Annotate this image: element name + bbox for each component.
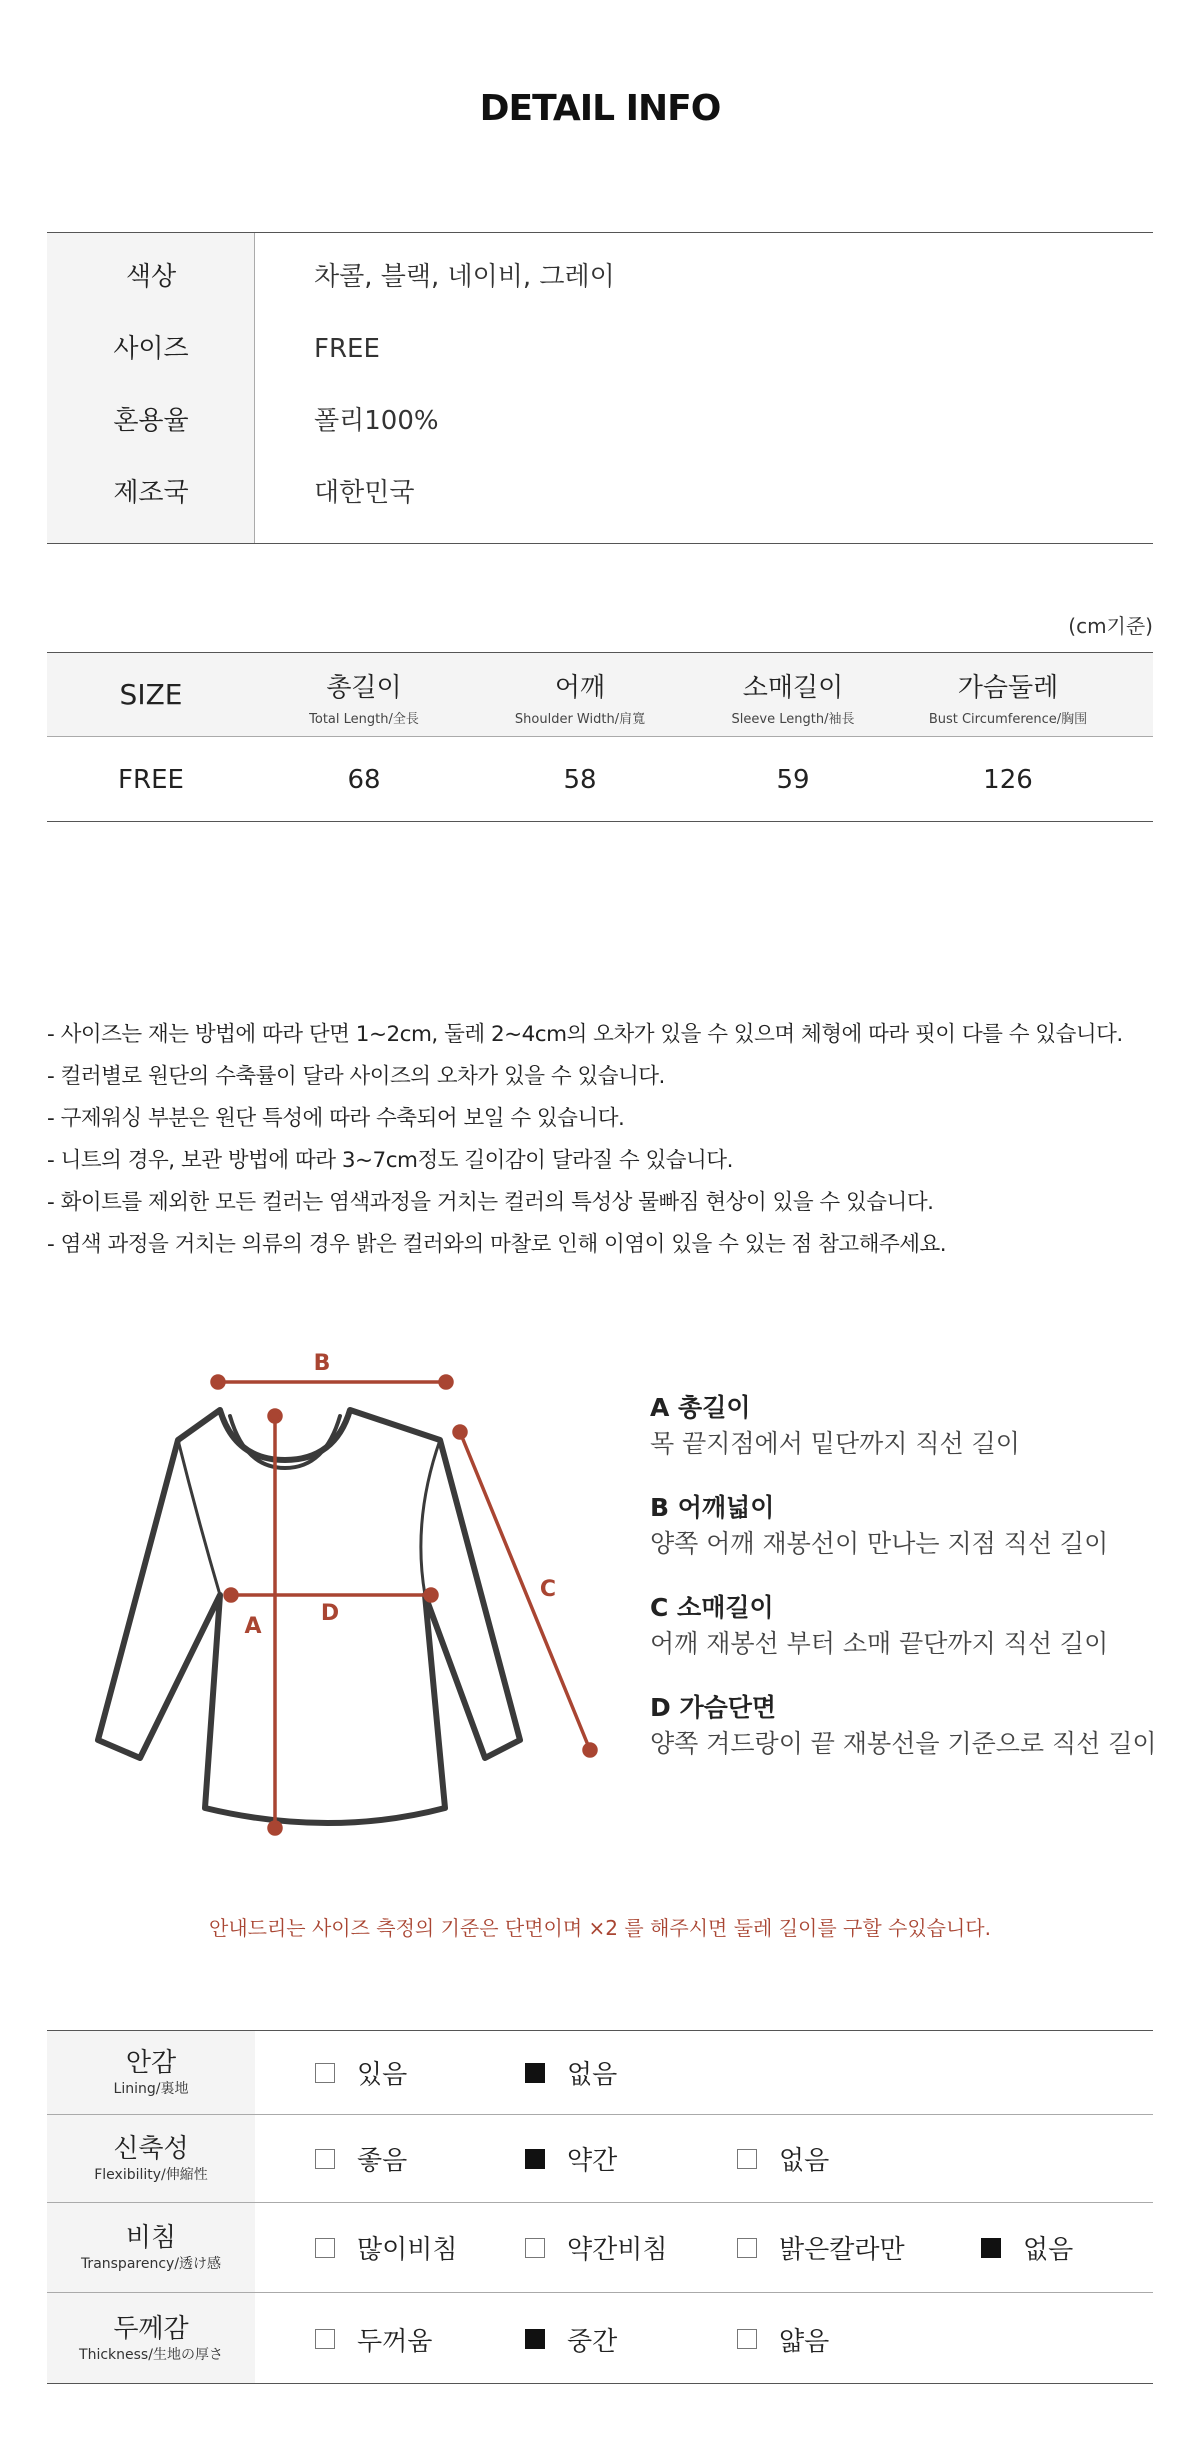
size-table-header	[47, 653, 1153, 737]
option-label: 없음	[567, 2060, 618, 2090]
column-sublabel: Shoulder Width/肩寬	[514, 712, 646, 727]
checkbox-icon	[315, 2238, 335, 2258]
legend-title: D 가슴단면	[650, 1693, 777, 1722]
feature-label	[47, 2293, 255, 2385]
label-d: D	[320, 1601, 340, 1626]
column-total-length	[255, 653, 473, 736]
info-row-size	[47, 313, 1153, 385]
note-line: - 구제워싱 부분은 원단 특성에 따라 수축되어 보일 수 있습니다.	[47, 1106, 625, 1131]
info-row-origin	[47, 457, 1153, 529]
feature-label-sub: Transparency/透け感	[80, 2255, 222, 2272]
size-notes	[47, 1014, 1157, 1266]
option-label: 약간	[567, 2146, 618, 2176]
checkbox-icon	[315, 2149, 335, 2169]
option-transparency-light-colors[interactable]	[737, 2203, 905, 2292]
note-line: - 니트의 경우, 보관 방법에 따라 3~7cm정도 길이감이 달라질 수 있습니다.	[47, 1148, 733, 1173]
checkbox-icon	[737, 2238, 757, 2258]
feature-label	[47, 2031, 255, 2114]
feature-row-flexibility	[47, 2115, 1153, 2203]
option-transparency-slight[interactable]	[525, 2203, 667, 2292]
legend-desc: 어깨 재봉선 부터 소매 끝단까지 직선 길이	[650, 1629, 1109, 1658]
value-shoulder: 58	[563, 765, 597, 795]
feature-label-main: 두께감	[113, 2314, 189, 2344]
info-row-color	[47, 241, 1153, 313]
option-flexibility-good[interactable]	[315, 2115, 407, 2202]
legend-desc: 양쪽 어깨 재봉선이 만나는 지점 직선 길이	[650, 1529, 1109, 1558]
info-label: 사이즈	[113, 334, 189, 364]
column-sleeve	[687, 653, 899, 736]
garment-outline	[98, 1410, 520, 1823]
feature-label	[47, 2203, 255, 2292]
legend-desc: 양쪽 겨드랑이 끝 재봉선을 기준으로 직선 길이	[650, 1729, 1157, 1758]
value-bust: 126	[983, 765, 1033, 795]
size-header-cell: SIZE	[119, 678, 183, 711]
checkbox-checked-icon	[525, 2063, 545, 2083]
feature-row-lining	[47, 2031, 1153, 2115]
note-line: - 염색 과정을 거치는 의류의 경우 밝은 컬러와의 마찰로 인해 이염이 있을 수 있는 점 참고해주세요.	[47, 1232, 947, 1257]
column-label: 어깨	[554, 673, 606, 703]
value-sleeve: 59	[776, 765, 810, 795]
checkbox-icon	[315, 2063, 335, 2083]
info-label: 제조국	[113, 478, 189, 508]
option-label: 얇음	[779, 2326, 830, 2357]
option-lining-no[interactable]	[525, 2031, 617, 2114]
column-sublabel: Total Length/全長	[309, 712, 419, 727]
legend-title: A 총길이	[650, 1393, 751, 1422]
info-row-material	[47, 385, 1153, 457]
option-label: 밝은칼라만	[779, 2235, 905, 2265]
size-table	[47, 652, 1153, 822]
info-label: 혼용율	[113, 406, 189, 436]
checkbox-icon	[315, 2329, 335, 2349]
option-label: 없음	[779, 2146, 830, 2176]
legend-item	[650, 1490, 1170, 1562]
feature-label-main: 안감	[125, 2047, 177, 2078]
column-label: 소매길이	[742, 673, 844, 703]
feature-label	[47, 2115, 255, 2202]
product-info-table	[47, 232, 1153, 544]
size-unit-note: (cm기준)	[1068, 614, 1153, 638]
option-thickness-medium[interactable]	[525, 2293, 617, 2385]
column-label: 총길이	[326, 673, 402, 703]
label-c: C	[539, 1577, 557, 1602]
legend-title: B 어깨넓이	[650, 1493, 775, 1522]
checkbox-icon	[737, 2329, 757, 2349]
info-value: FREE	[314, 334, 380, 364]
info-value: 차콜, 블랙, 네이비, 그레이	[314, 262, 615, 292]
checkbox-checked-icon	[525, 2149, 545, 2169]
column-shoulder	[473, 653, 687, 736]
feature-label-sub: Flexibility/伸縮性	[94, 2166, 208, 2183]
garment-measurement-diagram	[70, 1330, 630, 1850]
option-label: 많이비침	[357, 2235, 458, 2265]
measurement-lines	[212, 1376, 596, 1834]
option-flexibility-none[interactable]	[737, 2115, 829, 2202]
fabric-feature-table	[47, 2030, 1153, 2384]
legend-item	[650, 1390, 1170, 1462]
feature-label-sub: Thickness/生地の厚さ	[79, 2347, 223, 2363]
feature-row-transparency	[47, 2203, 1153, 2293]
feature-row-thickness	[47, 2293, 1153, 2385]
option-label: 없음	[1023, 2235, 1074, 2265]
checkbox-icon	[737, 2149, 757, 2169]
column-sublabel: Bust Circumference/胸围	[928, 712, 1088, 727]
checkbox-icon	[525, 2238, 545, 2258]
feature-label-main: 신축성	[113, 2133, 189, 2164]
note-line: - 사이즈는 재는 방법에 따라 단면 1~2cm, 둘레 2~4cm의 오차가 있을 수 있으며 체형에 따라 핏이 다를 수 있습니다.	[47, 1022, 1123, 1047]
table-row	[47, 737, 1153, 823]
option-lining-yes[interactable]	[315, 2031, 407, 2114]
checkbox-checked-icon	[525, 2329, 545, 2349]
measurement-legend	[650, 1390, 1170, 1790]
info-value: 폴리100%	[314, 406, 439, 436]
column-sublabel: Sleeve Length/袖長	[731, 712, 855, 727]
column-label: 가슴둘레	[957, 673, 1059, 703]
legend-item	[650, 1690, 1170, 1762]
label-b: B	[313, 1351, 331, 1376]
measurement-caption: 안내드리는 사이즈 측정의 기준은 단면이며 ×2 를 해주시면 둘레 길이를 구할 수있습니다.	[209, 1916, 991, 1940]
option-transparency-none[interactable]	[981, 2203, 1073, 2292]
legend-desc: 목 끝지점에서 밑단까지 직선 길이	[650, 1429, 1020, 1458]
label-a: A	[244, 1614, 262, 1639]
note-line: - 화이트를 제외한 모든 컬러는 염색과정을 거치는 컬러의 특성상 물빠짐 현상이 있을 수 있습니다.	[47, 1190, 934, 1215]
value-total-length: 68	[347, 765, 381, 795]
info-value: 대한민국	[314, 478, 415, 508]
option-transparency-high[interactable]	[315, 2203, 457, 2292]
page-title: DETAIL INFO	[479, 88, 721, 129]
info-label: 색상	[125, 262, 177, 292]
note-line: - 컬러별로 원단의 수축률이 달라 사이즈의 오차가 있을 수 있습니다.	[47, 1064, 665, 1089]
feature-label-sub: Lining/裏地	[113, 2080, 189, 2097]
option-label: 좋음	[357, 2146, 408, 2176]
checkbox-checked-icon	[981, 2238, 1001, 2258]
option-label: 두꺼움	[357, 2326, 433, 2357]
column-bust	[899, 653, 1117, 736]
option-thickness-thick[interactable]	[315, 2293, 432, 2385]
option-label: 중간	[567, 2326, 618, 2357]
row-size-cell: FREE	[118, 765, 184, 795]
legend-title: C 소매길이	[650, 1593, 774, 1622]
option-flexibility-slight[interactable]	[525, 2115, 617, 2202]
option-label: 약간비침	[567, 2235, 668, 2265]
option-label: 있음	[357, 2060, 408, 2090]
feature-label-main: 비침	[125, 2222, 177, 2253]
legend-item	[650, 1590, 1170, 1662]
option-thickness-thin[interactable]	[737, 2293, 829, 2385]
